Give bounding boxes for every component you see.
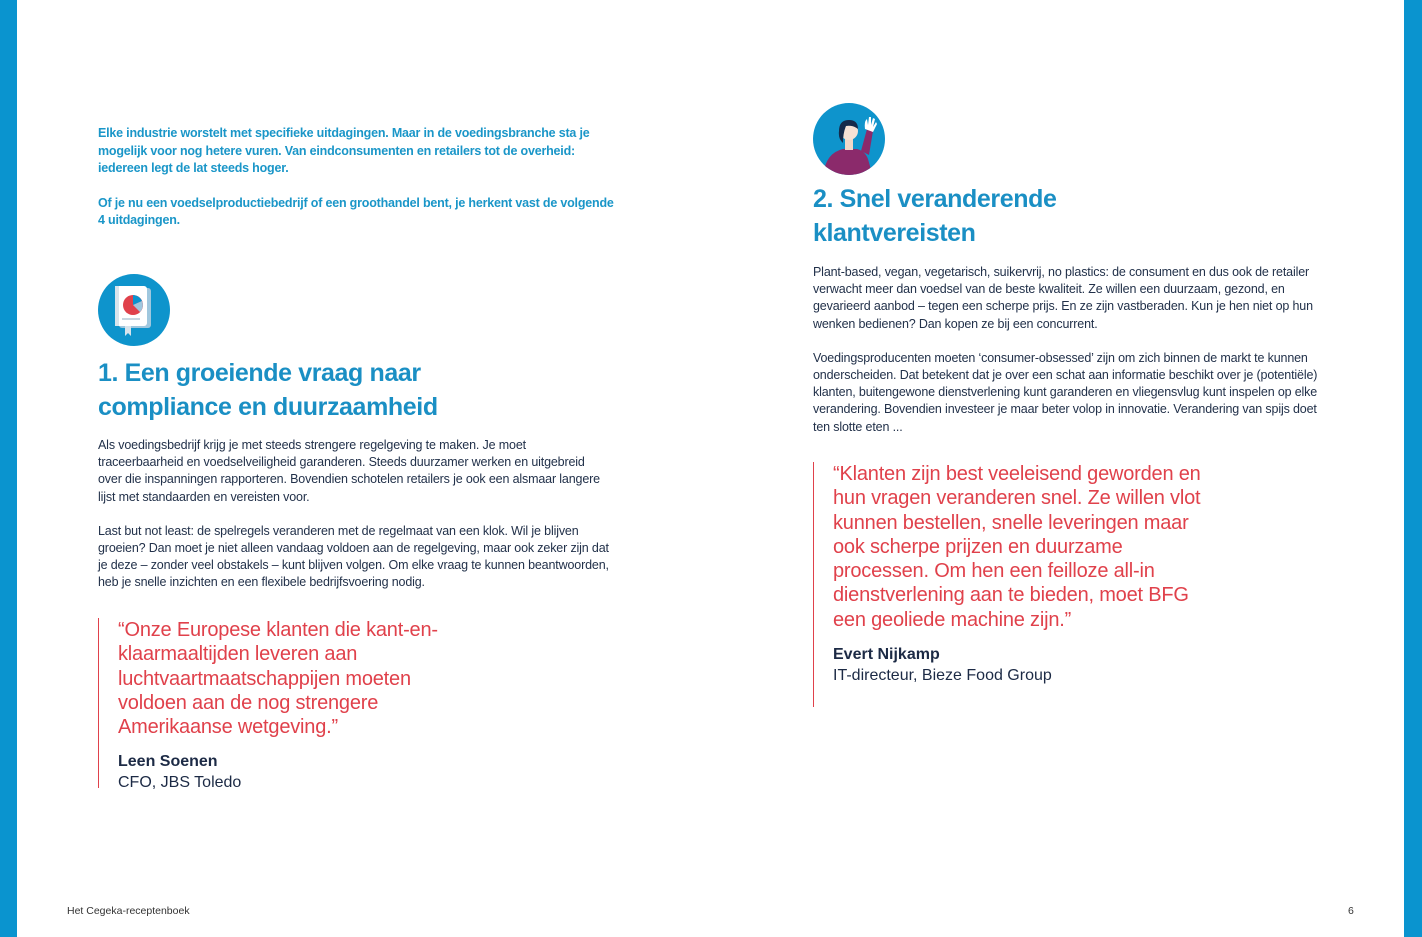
section-2-quote <box>813 462 1213 707</box>
quote-text: “Klanten zijn best veeleisend geworden en hun vragen veranderen snel. Ze willen vlot kunnen bestellen, snelle leveringen maar ook scherpe prijzen en duurzame processen. Om hen een feilloze all-in dienstverlening aan te bieden, moet BFG een geoliede machine zijn.” <box>833 463 1201 631</box>
page-number: 6 <box>1348 905 1354 917</box>
section-1-body <box>98 437 610 609</box>
section-2-body <box>813 264 1323 453</box>
section-2-heading: 2. Snel veranderende klantvereisten <box>813 185 1057 247</box>
intro-paragraph-2: Of je nu een voedselproductiebedrijf of een groothandel bent, je herkent vast de volgende 4 uitdagingen. <box>98 195 614 227</box>
section-1-quote <box>98 618 478 792</box>
quote-author: Evert Nijkamp <box>833 646 940 664</box>
left-edge-bar <box>0 0 17 937</box>
quote-role: CFO, JBS Toledo <box>118 774 242 792</box>
footer-title: Het Cegeka-receptenboek <box>67 905 190 917</box>
quote-text: “Onze Europese klanten die kant-en-klaarmaaltijden leveren aan luchtvaartmaatschappijen moeten voldoen aan de nog strengere Amerikaanse wetgeving.” <box>118 619 438 739</box>
right-edge-bar <box>1404 0 1422 937</box>
intro-paragraph-1: Elke industrie worstelt met specifieke uitdagingen. Maar in de voedingsbranche sta je mogelijk voor nog hetere vuren. Van eindconsumenten en retailers tot de overheid: iedereen legt de lat steeds hoger. <box>98 126 590 175</box>
intro-text <box>98 125 618 247</box>
section-1-paragraph-1: Als voedingsbedrijf krijg je met steeds strengere regelgeving te maken. Je moet traceerbaarheid en voedselveiligheid garanderen. Steeds duurzamer werken en uitgebreid over die inspanningen rapporteren. Bovendien schotelen retailers je ook een alsmaar langere lijst met standaarden en vereisten voor. <box>98 438 600 504</box>
quote-author: Leen Soenen <box>118 753 218 771</box>
quote-role: IT-directeur, Bieze Food Group <box>833 667 1052 685</box>
section-2-paragraph-2: Voedingsproducenten moeten ‘consumer-obsessed’ zijn om zich binnen de markt te kunnen onderscheiden. Dat betekent dat je over een schat aan informatie beschikt over je (potentiële) klanten, buitengewone dienstverlening kunt garanderen en vliegensvlug kunt inspelen op elke verandering. Bovendien investeer je maar beter volop in innovatie. Verandering van spijs doet ten slotte eten ... <box>813 350 1318 434</box>
waving-person-icon <box>813 103 885 175</box>
section-1-paragraph-2: Last but not least: de spelregels veranderen met de regelmaat van een klok. Wil je blijven groeien? Dan moet je niet alleen vandaag voldoen aan de regelgeving, maar ook zeker zijn dat je deze – zonder veel obstakels – kunt blijven volgen. Om elke vraag te kunnen beantwoorden, heb je snelle inzichten en een flexibele bedrijfsvoering nodig. <box>98 523 609 590</box>
section-1-heading: 1. Een groeiende vraag naar compliance en duurzaamheid <box>98 359 438 421</box>
section-2-paragraph-1: Plant-based, vegan, vegetarisch, suikervrij, no plastics: de consument en dus ook de retailer verwacht meer dan voedsel van de beste kwaliteit. Ze willen een duurzaam, gezond, en gevarieerd aanbod – tegen een scherpe prijs. En ze zijn vastberaden. Kun je hen niet op hun wenken bedienen? Dan kopen ze bij een concurrent. <box>813 265 1313 331</box>
report-book-icon <box>98 274 170 346</box>
